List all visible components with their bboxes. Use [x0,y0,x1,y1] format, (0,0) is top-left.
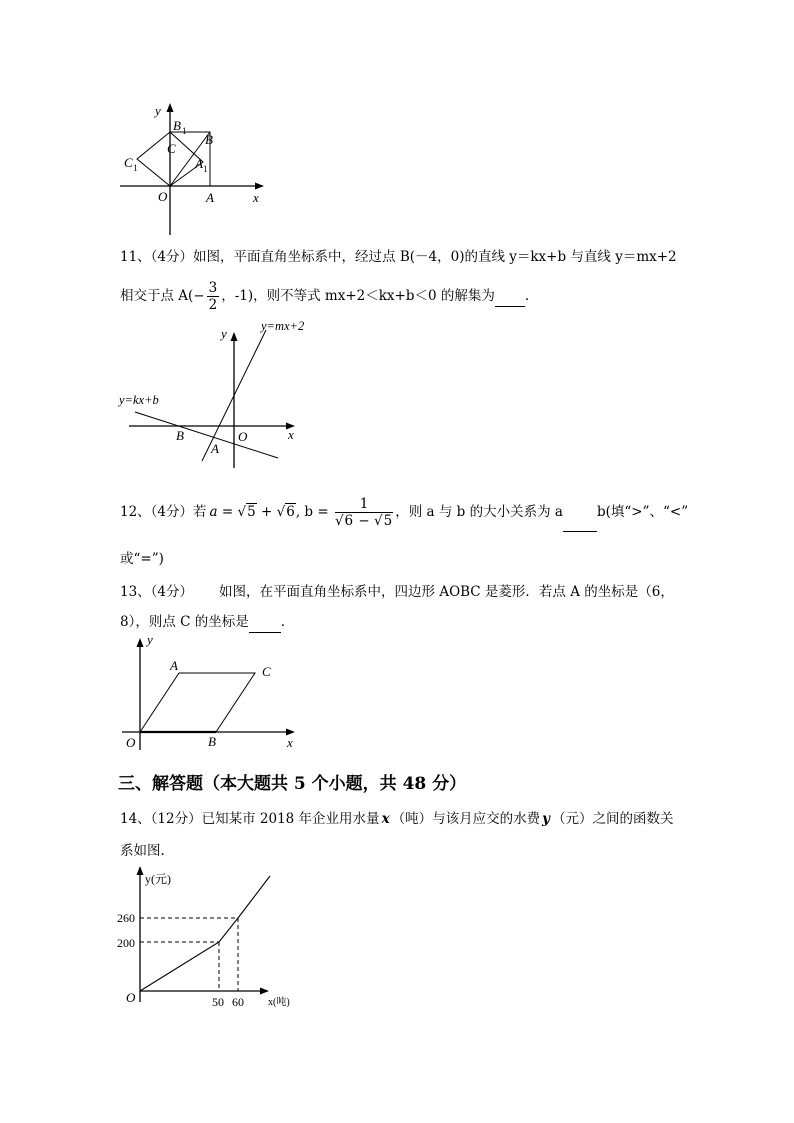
question-11-line-2 [120,280,529,313]
question-13-number: 13、（4分） [120,584,194,600]
fig14-x-label: x(吨) [268,997,290,1008]
var-y: y [542,811,550,827]
question-12-number: 12、（4分） [120,504,194,520]
question-14-text-a1: 已知某市 2018 年企业用水量 [201,811,380,827]
comma-b: , b = [295,504,333,520]
question-12-line-1: 12、（4分）若 a = √5 + √6, b = $\frac{1}{√6 - √5}$ ，则 a 与 b 的大小关系为 a b(填“>”、“<” [120,493,688,532]
question-14-line-2 [120,841,165,861]
fig13-o: O [126,735,136,750]
question-12-line-2 [120,549,164,569]
section-3-title: 三、解答题（本大题共 5 个小题，共 48 分） [118,774,467,794]
fig14-origin: O [126,990,136,1005]
fig14-y-label: y(元) [145,872,171,886]
question-13-text-a: 如图，在平面直角坐标系中，四边形 AOBC 是菱形．若点 A 的坐标是（6， [219,584,674,600]
fig11-o: O [238,429,248,444]
fig10-y: y [155,103,161,118]
question-13-text-c: . [280,614,286,630]
question-14-text-a2: （吨）与该月应交的水费 [391,811,541,827]
fig13-y: y [147,632,153,647]
fig11-y: y [221,326,227,341]
question-12-text-c: b(填“>”、“<” [596,504,689,520]
equals-sign: = [217,504,238,520]
question-11-text-b1: 相交于点 A(− [120,288,205,304]
figure-water-fee-graph [115,862,315,1012]
question-11-text-b2: ，-1)，则不等式 mx+2＜kx+b＜0 的解集为 [221,288,495,304]
fig10-c: C [167,141,176,156]
question-14-text-b: 系如图. [120,843,165,859]
plus-sign: + [256,504,277,520]
fraction-denominator: 2 [208,297,218,313]
fraction-b-numerator: 1 [335,496,393,513]
den-sqrt-5: 5 [383,513,393,529]
fig10-o: O [158,189,168,204]
question-12-text-a: 若 [193,504,207,520]
sqrt-5: 5 [247,504,256,520]
fig11-line1-label: y=mx+2 [261,319,305,333]
question-13-text-b: 8），则点 C 的坐标是 [120,614,249,630]
var-a: a [209,504,218,520]
fraction-b [335,496,393,529]
den-minus: − [354,513,375,529]
fig13-c: C [262,664,271,679]
fig10-c1-sub: 1 [133,163,138,173]
question-11-line-1 [120,247,677,267]
fig14-tick-50: 50 [212,995,224,1009]
fig11-b: B [176,428,184,443]
fig10-c1: C [124,155,133,170]
question-14-line-1 [120,809,673,829]
sqrt-6: 6 [286,504,295,520]
question-13-line-1 [120,582,674,602]
fig10-a1: A [195,156,203,171]
fig11-a: A [211,441,219,456]
fig11-line2-label: y=kx+b [119,393,159,407]
den-sqrt-6: 6 [344,513,354,529]
fig14-tick-200: 200 [117,936,135,950]
var-x: x [381,811,390,827]
fraction-numerator: 3 [208,280,218,296]
fig13-x: x [287,735,293,750]
question-14-text-a3: （元）之间的函数关 [551,811,674,827]
question-14-number: 14、（12分） [120,811,202,827]
fig14-tick-260: 260 [117,911,135,925]
fraction-three-halves [207,280,220,313]
question-11-text-b3: . [524,288,530,304]
fig10-b: B [205,132,213,147]
figure-rhombus [115,630,305,755]
answer-blank-11 [495,286,525,307]
fig10-a1-sub: 1 [203,164,208,174]
figure-square-on-axes [115,95,275,240]
fig13-a: A [170,658,178,673]
fig10-b1: B [173,118,181,133]
question-11-number: 11、（4分） [120,249,194,265]
answer-blank-12 [563,493,597,532]
fig10-x: x [253,190,259,205]
question-11-text-a: 如图，平面直角坐标系中，经过点 B(－4，0)的直线 y＝kx+b 与直线 y＝mx+2 [193,249,677,265]
fig14-tick-60: 60 [232,995,244,1009]
fig13-b: B [208,734,216,749]
fig10-b1-sub: 1 [182,126,187,136]
fig11-x: x [288,427,294,442]
figure-two-lines [115,318,315,473]
fraction-b-denominator: √6 − √5 [334,513,393,529]
question-12-text-d: 或“=”) [120,551,164,567]
fig10-a: A [206,190,214,205]
question-12-text-b: ，则 a 与 b 的大小关系为 a [395,504,563,520]
